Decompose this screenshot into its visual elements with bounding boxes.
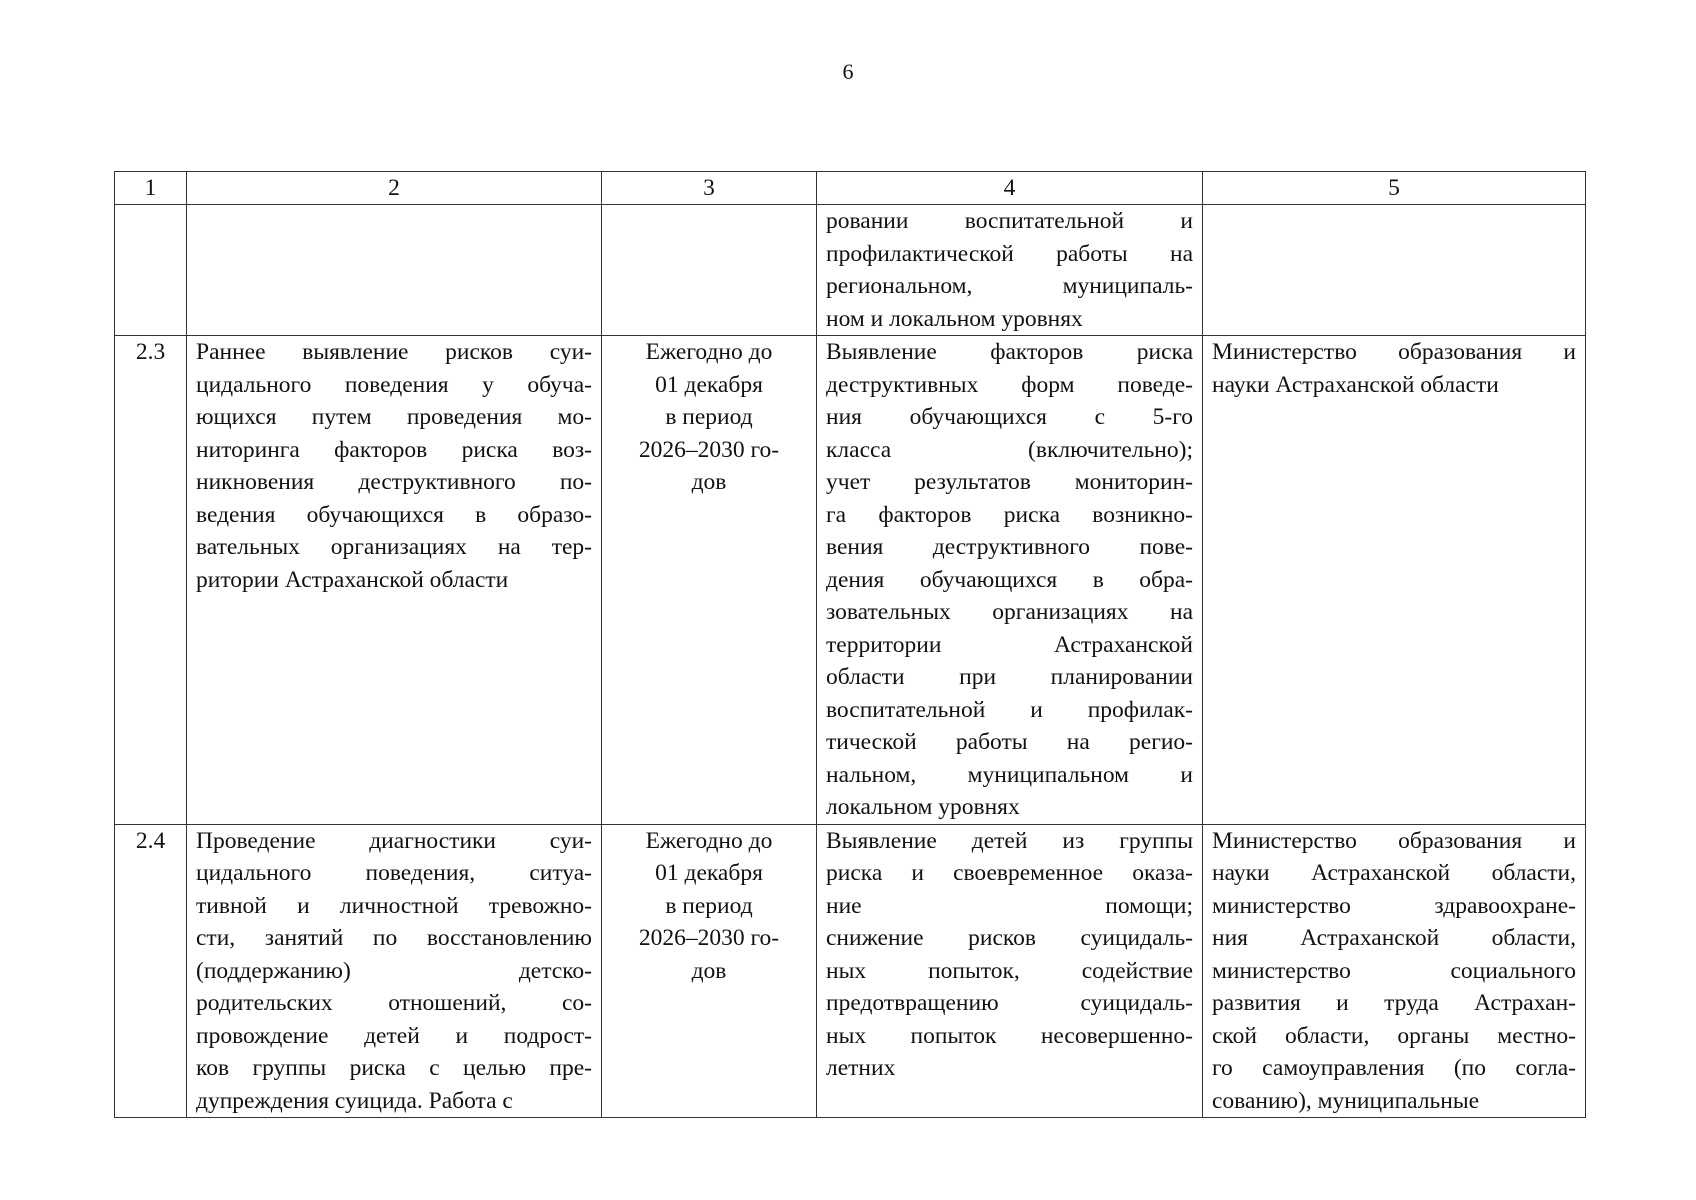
deadline-line: в период: [665, 404, 753, 430]
result-line: региональном, муниципаль-: [826, 273, 1193, 299]
activity-line: родительских отношений, со-: [196, 990, 592, 1016]
header-col-1: 1: [115, 172, 187, 205]
result-line: риска и своевременное оказа-: [826, 860, 1193, 886]
responsible-line: развития и труда Астрахан-: [1212, 990, 1576, 1016]
responsible-line: науки Астраханской области: [1212, 371, 1499, 398]
responsible-line: сованию), муниципальные: [1212, 1087, 1480, 1114]
activity-cell: [187, 336, 602, 825]
activity-line: провождение детей и подрост-: [196, 1022, 592, 1049]
deadline-cell: [602, 205, 817, 336]
result-line: территории Астраханской: [826, 631, 1193, 658]
deadline-cell: [602, 824, 817, 1118]
header-col-3: 3: [602, 172, 817, 205]
result-line: ном и локальном уровнях: [826, 305, 1083, 332]
deadline-line: 2026–2030 го-: [638, 925, 780, 951]
activity-line: ритории Астраханской области: [196, 566, 509, 593]
result-line: локальном уровнях: [826, 794, 1020, 820]
activities-table: [114, 171, 1586, 1118]
result-line: класса (включительно);: [826, 436, 1193, 463]
deadline-line: 2026–2030 го-: [638, 436, 780, 463]
responsible-cell: [1203, 205, 1586, 336]
activity-line: ющихся путем проведения мо-: [196, 404, 592, 430]
responsible-line: Министерство образования и: [1212, 827, 1576, 854]
result-line: летних: [826, 1055, 896, 1081]
result-line: Выявление факторов риска: [826, 339, 1193, 365]
activity-cell: [187, 205, 602, 336]
result-line: Выявление детей из группы: [826, 827, 1193, 854]
header-col-2: 2: [187, 172, 602, 205]
row-number: 2.4: [115, 824, 187, 1118]
header-col-4: 4: [817, 172, 1203, 205]
result-line: зовательных организациях на: [826, 599, 1193, 625]
activity-line: Проведение диагностики суи-: [196, 827, 592, 854]
result-line: га факторов риска возникно-: [826, 501, 1193, 528]
result-line: ния обучающихся с 5-го: [826, 404, 1193, 430]
table-row: [115, 205, 1586, 336]
result-cell: [817, 824, 1203, 1118]
result-line: области при планировании: [826, 664, 1193, 690]
responsible-line: го самоуправления (по согла-: [1212, 1055, 1576, 1081]
row-number: [115, 205, 187, 336]
result-line: ных попыток несовершенно-: [826, 1022, 1193, 1049]
page-number: 6: [842, 59, 854, 84]
responsible-line: министерство социального: [1212, 957, 1576, 984]
activity-line: сти, занятий по восстановлению: [196, 925, 592, 951]
activity-line: Раннее выявление рисков суи-: [196, 339, 592, 365]
deadline-line: в период: [665, 892, 753, 919]
responsible-line: ния Астраханской области,: [1212, 925, 1576, 951]
result-line: ние помощи;: [826, 892, 1193, 919]
deadline-line: 01 декабря: [655, 371, 763, 398]
result-line: тической работы на регио-: [826, 729, 1193, 755]
result-line: вения деструктивного пове-: [826, 534, 1193, 560]
activity-line: цидального поведения у обуча-: [196, 371, 592, 398]
activity-line: (поддержанию) детско-: [196, 957, 592, 984]
activity-line: ведения обучающихся в образо-: [196, 501, 592, 528]
result-cell: [817, 336, 1203, 825]
responsible-cell: [1203, 336, 1586, 825]
table-row: [115, 336, 1586, 825]
result-cell: [817, 205, 1203, 336]
activity-line: никновения деструктивного по-: [196, 469, 592, 495]
activity-line: тивной и личностной тревожно-: [196, 892, 592, 919]
activity-line: вательных организациях на тер-: [196, 534, 592, 560]
result-line: нальном, муниципальном и: [826, 761, 1193, 788]
responsible-line: министерство здравоохране-: [1212, 892, 1576, 919]
result-line: деструктивных форм поведе-: [826, 371, 1193, 398]
header-col-5: 5: [1203, 172, 1586, 205]
result-line: предотвращению суицидаль-: [826, 990, 1193, 1016]
deadline-line: дов: [691, 469, 727, 495]
activity-line: ков группы риска с целью пре-: [196, 1055, 592, 1081]
row-number: 2.3: [115, 336, 187, 825]
result-line: ровании воспитательной и: [826, 208, 1193, 234]
table-header-row: [115, 172, 1586, 205]
result-line: дения обучающихся в обра-: [826, 566, 1193, 593]
result-line: профилактической работы на: [826, 240, 1193, 267]
result-line: ных попыток, содействие: [826, 957, 1193, 984]
activity-line: цидального поведения, ситуа-: [196, 860, 592, 886]
activity-line: дупреждения суицида. Работа с: [196, 1087, 513, 1114]
deadline-line: Ежегодно до: [645, 339, 773, 365]
deadline-line: дов: [691, 957, 727, 984]
activity-line: ниторинга факторов риска воз-: [196, 436, 592, 463]
responsible-line: Министерство образования и: [1212, 339, 1576, 365]
result-line: учет результатов мониторин-: [826, 469, 1193, 495]
responsible-line: ской области, органы местно-: [1212, 1022, 1576, 1049]
result-line: снижение рисков суицидаль-: [826, 925, 1193, 951]
responsible-line: науки Астраханской области,: [1212, 860, 1576, 886]
deadline-cell: [602, 336, 817, 825]
deadline-line: 01 декабря: [655, 860, 763, 886]
table-row: [115, 824, 1586, 1118]
activity-cell: [187, 824, 602, 1118]
responsible-cell: [1203, 824, 1586, 1118]
deadline-line: Ежегодно до: [645, 827, 773, 854]
result-line: воспитательной и профилак-: [826, 696, 1193, 723]
